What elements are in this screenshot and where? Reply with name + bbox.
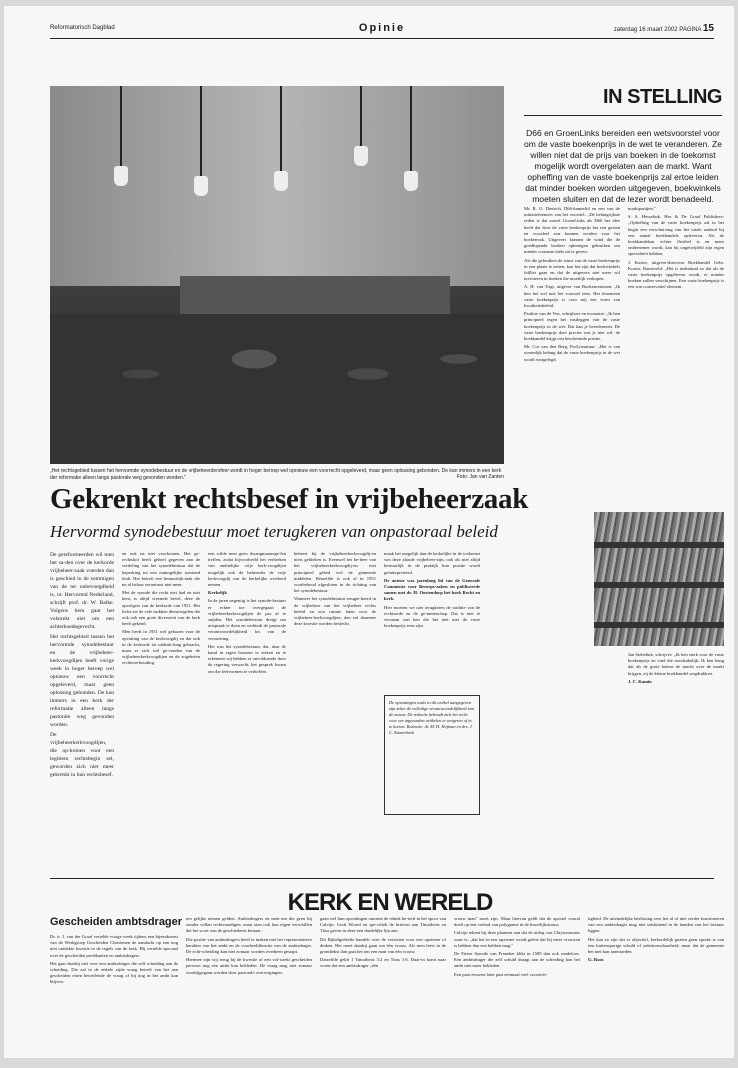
letter-paragraph: Mr. Cor van den Berg, ProLiteratuur: „Het is van wezenlijk belang dat de vaste boekenprijs in de wet wordt vastgelegd.: [524, 344, 620, 362]
in-stelling-lead: D66 en GroenLinks bereiden een wetsvoorstel voor om de vaste boekenprijs in de wet te veranderen. Ze willen niet dat de prijs van boeken in de toekomst mogelijk wordt overgelaten aan de markt. Want opheffing van de vaste boekenprijs zal ertoe leiden dat minder boeken worden uitgegeven, boekwinkels moeten sluiten en dat de lezer wordt benadeeld.: [524, 128, 722, 204]
page-number: 15: [702, 23, 714, 34]
article-subhead: Hervormd synodebestuur moet terugkeren van onpastoraal beleid: [50, 522, 498, 541]
kerk-paragraph: Een paar eeuwen later past eenmaal veel voorzich-: [454, 971, 548, 977]
kerk-paragraph: Die positie van ambtsdragers heeft te maken met het representatieve karakter van het ambt en de voorbeeldfunctie van de ambtsdrager. De echt-scheiding kan niet zomaar worden overheen gestapt.: [186, 936, 312, 955]
article-column-4: [294, 551, 376, 841]
kerk-paragraph: Het gaat daarbij niet over een ambtsdrager die zelf scheiding aan de scheiding. Die zal in de enkele zijde vraag betreft van het aan gescheiden eisen betreffende de vraag of hij nog in het ambt kan blijven.: [50, 960, 178, 985]
photo-caption: [50, 468, 504, 481]
issue-date: zaterdag 16 maart 2002: [613, 27, 678, 33]
article-paragraph: De vrijbeheerkerkvoogdijen, die op-komen voor een legitiem rechtsbegin sel, geworden zich niet meer gekrenkt in hun rechtsbesef.: [50, 732, 114, 778]
letters-signature: J. C. Kamin: [628, 678, 652, 684]
kerk-headline: Gescheiden ambtsdrager: [50, 916, 183, 928]
letter-paragraph: marktpartijen.": [628, 206, 656, 211]
article-column-3: [208, 551, 286, 841]
kerk-paragraph: Calvijn tekent bij deze plaatsen aan dat de uitleg van Chrysostomus waar is: „dat het in een opziener wordt geëist dat hij meer vrouwen is hebben dan een hebben mag.": [454, 930, 580, 948]
letter-paragraph: Pauline van de Ven, schrijfster en econome: „Ik ben principieel tegen het vastleggen van de vaste boekenprijs in de wet. Dat kan je beredeneren. De vaste boekenprijs doet precies wat je niet wil: de boekhandel krijgt een beschermde positie.: [524, 311, 620, 342]
article-column-2: [122, 551, 200, 841]
kerk-paragraph: Dit Bijbelgedeelte handelt over de vereisten voor een opziener of diaken. Het moet daarbij gaan om één vrouw. Als men leest in de grondtekst dan gaat het om een man van één vrouw.: [320, 936, 446, 955]
letter-paragraph: Als die gebruiken de winst van de vaste boekenprijs in een plaats te zetten, kan het zijn dat boekwinkels failliet gaan en dat de uitgevers niet meer wil investeren in boeken die moeilijk verkopen.: [524, 257, 620, 282]
kerk-paragraph: gaan wel hun opvattingen omtrent de ethiek be-treft in het spoor van Calvijn. Gods Woord en spe-cifiek de brieven aan Timotheüs en Titus geven in deze een duidelijke lijn aan.: [320, 916, 446, 934]
article-paragraph: Men heeft in 1951 wel gekozen voor de opvatting van de kerkvoogdij en dat ook in de kerkorde tot uitdruk-king gebracht, maar er zich wel ge-vonden van de vrijbeheerkerkvoogdijen en de zogeheten rechtsverhouding.: [122, 629, 200, 666]
editorial-box: De opvattingen zoals in dit artikel aangegeven zijn zeker de volledige verantwoordelijkheid van de auteur. De redactie behoudt zich het recht voor om ingezonden artikelen te weigeren of in te korten. Redactie: dr. M. H. Hofman en drs. J. C. Kamerbeek: [384, 695, 480, 815]
article-paragraph: een wilde men geen dwangmaatrege-len treffen, zodat bijvoorbeeld het verbreken van ambtelijke vrije kerk-voogdijen mogelijk ook de beheerder de vrije kerkvoogdij van de kerkelijke overheid nemen.: [208, 551, 286, 588]
kerk-column-4: [454, 916, 580, 1054]
article-paragraph: Wanneer het synodebestuur terugte-keerd in de vrijbeheer van het vrijbeheer rechts beleid en zou ruimte laten voor de vrijbeheer-kerkvoogdijen, dan zal daarmee deze kwestie worden beslecht.: [294, 596, 376, 627]
letter-paragraph: A. H. van Trigt, uitgever van Boekencentrum: „Ik ben het wel met het voorstel eens. Het fenomeen vaste boekenprijs is voor mij een vorm van kwaliteitsbeleid.: [524, 284, 620, 309]
article-paragraph: Met de synode die recht niet had en niet kent, is altijd vreemde bevel, deze de opvolgers van de kerkorde van 1951. Het liefst zie de vele stukken dienstregelen die ook ook een grote diversiteit van de kerk heeft gekend.: [122, 590, 200, 627]
article-column-1: [50, 551, 114, 841]
article-paragraph: Het rechtsgebied tussen het hervormde synodebestuur en de vrijbeheer-kerkvoogdijen heeft vorige week in hoger beroep wel opnieuw een voorrecht opgeleverd, maar geen oplossing gebonden. De kan immers in een kerk der reformatie alleen langs pastorale weg gevonden worden.: [50, 634, 114, 728]
kerk-column-2: [186, 916, 312, 1054]
lamp-icon: [120, 86, 122, 166]
in-stelling-box: [524, 86, 722, 205]
in-stelling-title: IN STELLING: [603, 86, 722, 108]
letter-paragraph: S. S. Hesselink, Hes & De Graaf Publishers: „Opheffing van de vaste boekenprijs zal in het begin een verschuiving van het totale aanbod bij een aantal boekhandels opleveren. Als de boekhandelaar echter flexibel is en meer ondernemer wordt, kan hij ongetwijfeld zijn eigen specialiteit hebben.: [628, 214, 724, 257]
letter-paragraph: Mr. R. O. Dietrich, D66-kamerlid en een van de initiatiefnemers van het voorstel: „De belangrijkste reden is dat zowel GroenLinks als D66 het idee heeft dat door de vaste boekenprijs het een gezien en voordeel zou kunnen worden voor het boekenvak. Uitgevers kunnen de wind die de goedlopende boeken opbrengen gebruiken om minder courante titels uit te geven.: [524, 206, 620, 255]
header-rule: [50, 38, 714, 39]
kerk-en-wereld-banner: KERK EN WERELD: [287, 889, 493, 916]
article-paragraph: Het was het synodebestuur, dat, daar de hand in eigen boezem te steken en te erkennen wij hebben er onvoldoende door de regering verwacht, het gesprek kwam om die leefvormen te verheffen.: [208, 643, 286, 674]
kerk-paragraph: Datzelfde geldt 1 Timotheüs 3:2 en Titus 1:6. Daar-in komt naar voren dat een ambtsdrager „één: [320, 957, 446, 969]
kerk-column-5: [588, 916, 724, 1054]
kerk-column-3: [320, 916, 446, 1054]
article-headline: Gekrenkt rechtsbesef in vrijbeheerzaak: [50, 483, 529, 515]
article-intertitle: Kerkelijk: [208, 590, 227, 596]
section-name: Opinie: [358, 22, 406, 34]
section-rule: [50, 878, 714, 879]
lamp-icon: [280, 86, 282, 171]
audience: [50, 314, 504, 464]
article-paragraph: maak het mogelijk dan de kerkelijke in de toekomst van deze aloude vrijbeheer-zijn, ook als niet altijd bestuurlijk in de praktijk hun positie wordt geïnterpreteerd.: [384, 551, 480, 575]
newspaper-page: [4, 6, 734, 1058]
article-paragraph: en ook na niet voorkomen. Het ge-rechtshof heeft geheel gegeven aan de verdeling van het synodebestuur dat de beperking tot een onmogelijke toestand leidt. Het betreft een bestuurlijk-taak die nu al helaas verontrust niet meer.: [122, 551, 200, 588]
kerk-paragraph: Dr. ir. J. van der Graaf vertelde vorige week tijdens een bijeenkomst van de Werkgroep Gescheiden Christenen de aandacht op een nog niet ontdekte kwestie in de regels van de kerk. Hij vertelde speciaal over de gescheiden predikanten en ambtsdragers.: [50, 934, 178, 958]
lamp-shade-icon: [194, 176, 208, 196]
lamp-shade-icon: [274, 171, 288, 191]
article-paragraph: In de jaren negentig is het synode-bestuur er echter toe overgegaan de vrijbeheerkerkvoogdijen de pas af te snijden. Het synodebestuur dreigt om uitspraak te doen en verbindt de pastorale verantwoordelijkheid los van de verzoening.: [208, 598, 286, 641]
kerk-paragraph: tigheid. De uiteindelijke beslissing over het al of niet verder functioneren van een ambtsdrager mag niet uitsluitend in de handen van het bestuur liggen.: [588, 916, 724, 934]
letters-column-2b: [628, 652, 724, 830]
letter-paragraph: J. Koster, uitgever/directeur Boekhandel Gebr. Koster, Barneveld: „Het is inderdaad zo dat als de vaste boekenprijs opgeheven wordt, er minder boeken zullen verschijnen. Een vaste boekenprijs is een wat conservatief element.: [628, 259, 724, 290]
kerk-signature: G. Roos: [588, 957, 604, 963]
caption-text: „Het rechtsgebied tussen het hervormde synodebestuur en de vrijbeheerdersfeer wordt in hoger beroep wel opnieuw een voorrecht opgeleverd, maar geen oplossing gebonden. De kan immers in een kerk der reformatie alleen langs pastorale weg gevonden worden.": [50, 468, 502, 481]
shelf: [594, 542, 724, 548]
article-paragraph: De gereformeerden wil men het sa-den over de kerkorde vrijbeheer-zaak voerden dan is geschied in de sommigen van de ter onbevoegdheid is, in: Hervormd Nederland, schrijft prof. dr. W. Balke. Volgens hem gaat het volstrekt niet om een achterhoedegevecht.: [50, 552, 114, 630]
page-header: [50, 22, 714, 36]
courtroom-photo: [50, 86, 504, 464]
kerk-paragraph: Hiermee zijn wij terug bij de kwestie of een vol-strekt gescheiden persoon nog een ambt kan bekleden. De vraag mag niet zomaar voorbijgegaan worden door pastorale overwegingen.: [186, 957, 312, 975]
lamp-shade-icon: [114, 166, 128, 186]
shelf: [594, 622, 724, 628]
article-paragraph: Hier moeten we niet terugkeren de traditie van de rechtsorde en de ge-meenschap. Dat is niet te verstaan van hen die het niet met de vaste boekenprijs eens zijn.: [384, 604, 480, 629]
lamp-icon: [410, 86, 412, 171]
lamp-shade-icon: [404, 171, 418, 191]
kerk-paragraph: Het kan zo zijn dat er objectief, kerkordelijk gezien geen sprake is van een buitensporige schuld of onbetrouwbaarheid, maar dat de gemeente het niet kan aanvaarden.: [588, 936, 724, 955]
kerk-paragraph: vrouw man" moet zijn. Maar hiervan geldt dat de apostel vooral doelt op een verbod van polygamie in de huwelijkstrouw.: [454, 916, 580, 928]
article-column-5: [384, 551, 480, 689]
article-paragraph: beheert bij de vrijbeheerkerkvoogdij-en niets gebleken is. Evenwel het be-heer van het vrijbeheerkerkvoogdij-en niet principieel gebed wel de gemeente middelen. Hetzelfde is ook al in 1951 voorbehoud afgesloten in de richting van het synodebestuur.: [294, 551, 376, 594]
letter-paragraph: Jan Siebelink, schrijver: „Ik ben sterk voor de vaste boekenprijs en vind die noodzakelijk. Ik ben bang dat als de grote ketens de macht over de markt krijgen, zij de kleine boekhandel wegdrukken.: [628, 652, 724, 676]
kerk-paragraph: ten gelijke nemen gelden. Ambtsdragers en men-sen die geen bij zonder willen rechtvaardigen, maar zien ook hun eigen verschillen dat het soort van de geschiedenis bestaat.: [186, 916, 312, 934]
letters-column-2: [628, 206, 724, 506]
kerk-paragraph: De Friese Synode van Franeker blikt in 1589 dan ook rondeloos. Een ambtsdrager die zelf schuld draagt aan de scheiding kan het ambt niet meer bekleden.: [454, 951, 580, 969]
shelf: [594, 582, 724, 588]
paper-name: Reformatorisch Dagblad: [50, 25, 115, 31]
lamp-icon: [360, 86, 362, 146]
article-author-note: De auteur was jarenlang lid van de Generale Commissie voor Beroeps-zaken en publiceerde samen met dr. H. Oostendorp het boek Recht en kerk.: [384, 577, 480, 602]
lamp-shade-icon: [354, 146, 368, 166]
lamp-icon: [200, 86, 202, 176]
photo-credit: Foto: Jan van Zanten: [456, 474, 504, 480]
kerk-column-1: [50, 934, 178, 1054]
in-stelling-rule: [524, 115, 722, 116]
page-label: PAGINA: [679, 27, 702, 33]
page-info: [614, 23, 714, 34]
